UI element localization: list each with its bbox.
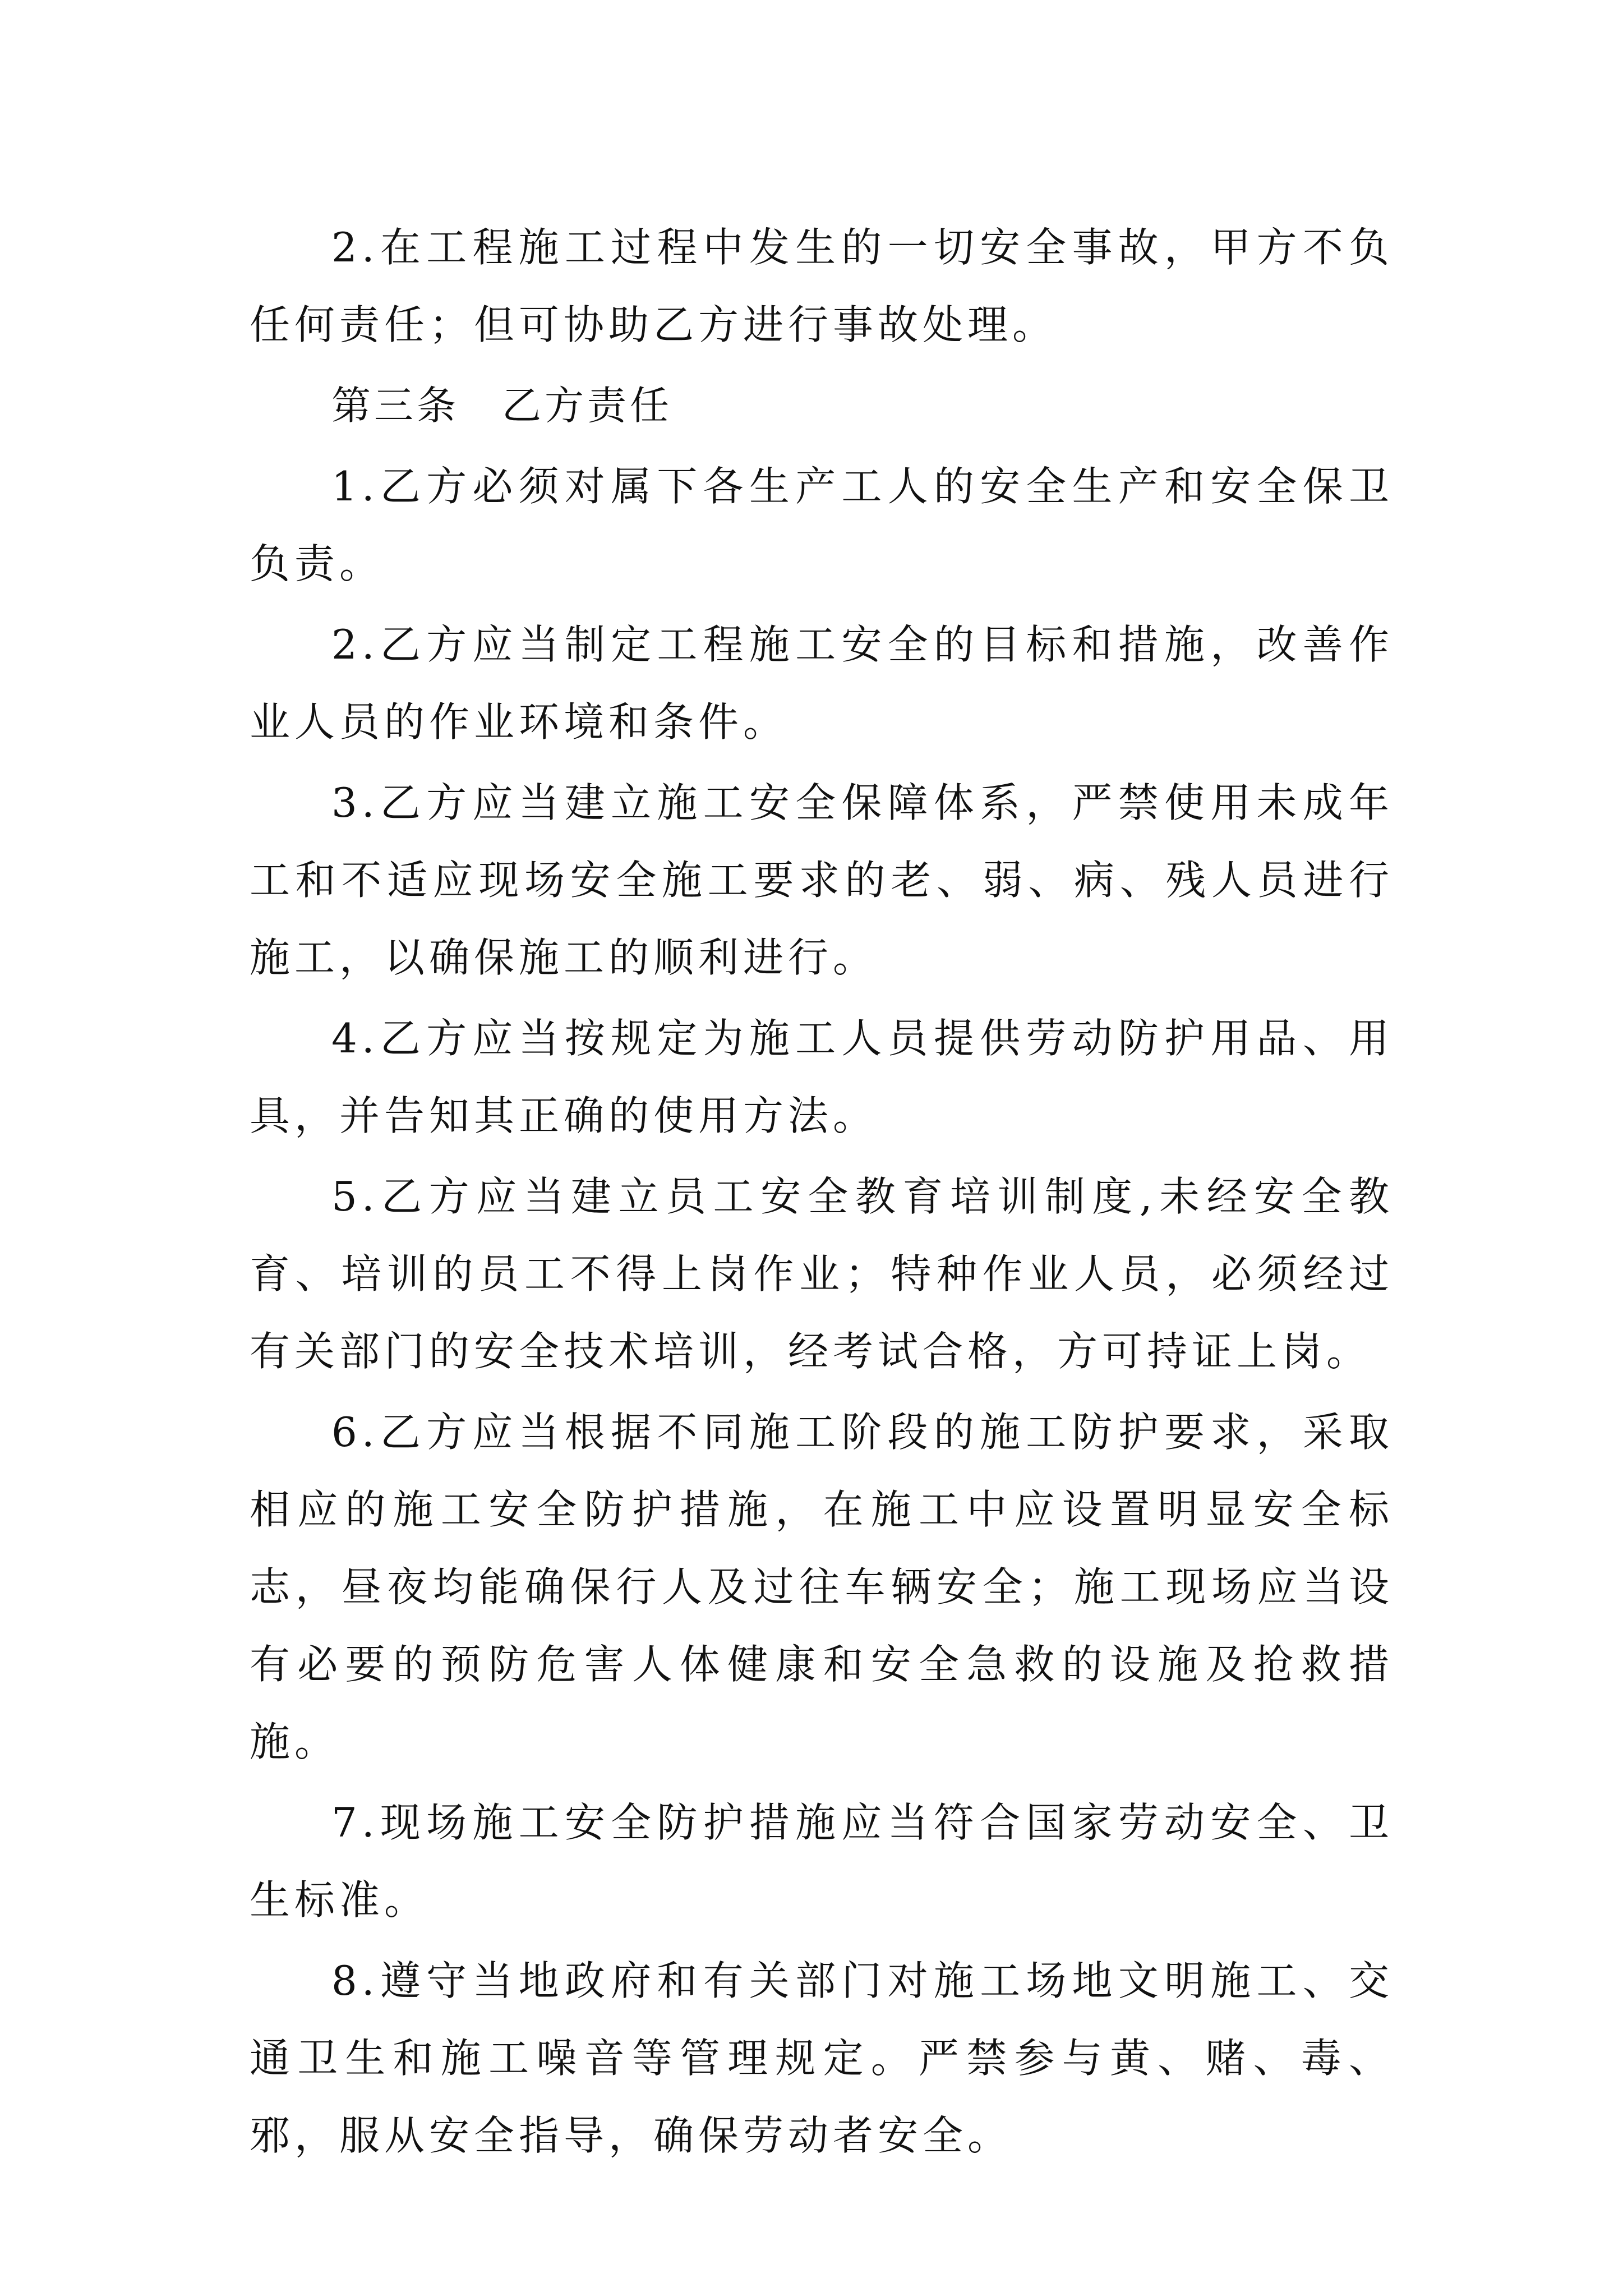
paragraph-4: 4.乙方应当按规定为施工人员提供劳动防护用品、用具，并告知其正确的使用方法。 [250,1015,1394,1139]
paragraph-gf-2: 2.在工程施工过程中发生的一切安全事故，甲方不负任何责任；但可协助乙方进行事故处理。 [250,224,1394,348]
paragraph-6: 6.乙方应当根据不同施工阶段的施工防护要求，采取相应的施工安全防护措施，在施工中应设置明显安全标志，昼夜均能确保行人及过往车辆安全；施工现场应当设有必要的预防危害人体健康和安全急救的设施及抢救措施。 [250,1409,1394,1765]
paragraph-7: 7.现场施工安全防护措施应当符合国家劳动安全、卫生标准。 [250,1799,1394,1924]
document-body [250,209,1394,2178]
paragraph-2: 2.乙方应当制定工程施工安全的目标和措施，改善作业人员的作业环境和条件。 [250,621,1394,746]
paragraph-3: 3.乙方应当建立施工安全保障体系，严禁使用未成年工和不适应现场安全施工要求的老、弱、病、残人员进行施工，以确保施工的顺利进行。 [250,779,1394,981]
paragraph-8: 8.遵守当地政府和有关部门对施工场地文明施工、交通卫生和施工噪音等管理规定。严禁参与黄、赌、毒、邪，服从安全指导，确保劳动者安全。 [250,1957,1394,2159]
paragraph-1: 1.乙方必须对属下各生产工人的安全生产和安全保卫负责。 [250,463,1394,587]
paragraph-5: 5.乙方应当建立员工安全教育培训制度,未经安全教育、培训的员工不得上岗作业；特种作业人员，必须经过有关部门的安全技术培训，经考试合格，方可持证上岗。 [250,1173,1394,1375]
section-heading: 第三条 乙方责任 [331,383,672,429]
